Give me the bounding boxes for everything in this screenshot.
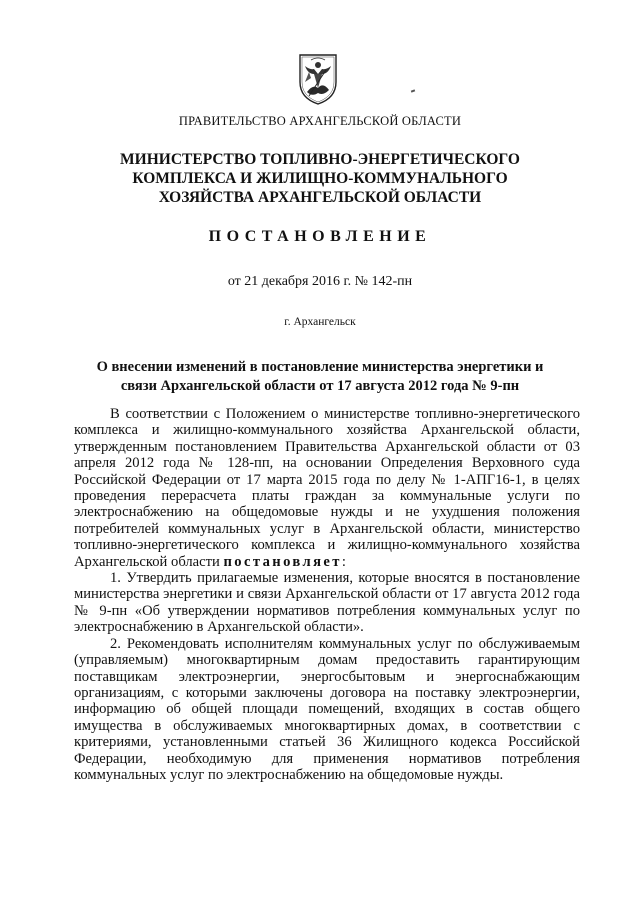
ministry-line: КОМПЛЕКСА И ЖИЛИЩНО-КОММУНАЛЬНОГО [132, 170, 508, 187]
subject-line: связи Архангельской области от 17 августа 2012 года № 9-пн [120, 378, 520, 394]
document-date-number: от 21 декабря 2016 г. № 142-пн [227, 274, 413, 289]
document-city: г. Архангельск [284, 316, 356, 328]
document-subject [80, 358, 560, 396]
item-2-paragraph: 2. Рекомендовать исполнителям коммунальных услуг по обслуживаемым (управляемым) многоквартирным домам предоставить гарантирующим поставщикам электроэнергии, энергосбытовым и энергоснабжающим организациям, с которыми заключены договора на поставку электроэнергии, информацию об общей площади помещений, входящих в состав общего имущества в обслуживаемых многоквартирных домах, в соответствии с критериями, установленными статьей 36 Жилищного кодекса Российской Федерации, необходимую для применения нормативов потребления коммунальных услуг по электроснабжению на общедомовые нужды. [74, 635, 580, 783]
preamble-text: В соответствии с Положением о министерстве топливно-энергетического комплекса и жилищно-коммунального хозяйства Архангельской области, утвержденным постановлением Правительства Архангельской области от 03 апреля 2012 года № 128-пп, на основании Определения Верховного суда Российской Федерации от 17 марта 2015 года по делу № 1-АПГ16-1, в целях проведения перерасчета платы граждан за коммунальные услуги по электроснабжению на общедомовые нужды и не ухудшения положения потребителей коммунальных услуг в Архангельской области, министерство топливно-энергетического комплекса и жилищно-коммунального хозяйства Архангельской области [74, 406, 580, 570]
government-header: ПРАВИТЕЛЬСТВО АРХАНГЕЛЬСКОЙ ОБЛАСТИ [178, 114, 462, 128]
subject-line: О внесении изменений в постановление министерства энергетики и [96, 359, 544, 375]
arkhangelsk-coat-of-arms-icon [297, 52, 339, 106]
preamble-paragraph [74, 406, 580, 570]
decree-colon: : [341, 553, 346, 570]
document-type: ПОСТАНОВЛЕНИЕ [208, 228, 432, 245]
ministry-line: МИНИСТЕРСТВО ТОПЛИВНО-ЭНЕРГЕТИЧЕСКОГО [120, 151, 520, 168]
decree-word: постановляет [223, 553, 342, 570]
scan-mark [411, 89, 415, 92]
document-body [74, 406, 580, 783]
ministry-line: ХОЗЯЙСТВА АРХАНГЕЛЬСКОЙ ОБЛАСТИ [158, 189, 482, 206]
ministry-name [100, 150, 540, 207]
item-1-paragraph: 1. Утвердить прилагаемые изменения, которые вносятся в постановление министерства энергетики и связи Архангельской области от 17 августа 2012 года № 9-пн «Об утверждении нормативов потребления коммунальных услуг по электроснабжению в Архангельской области». [74, 570, 580, 636]
